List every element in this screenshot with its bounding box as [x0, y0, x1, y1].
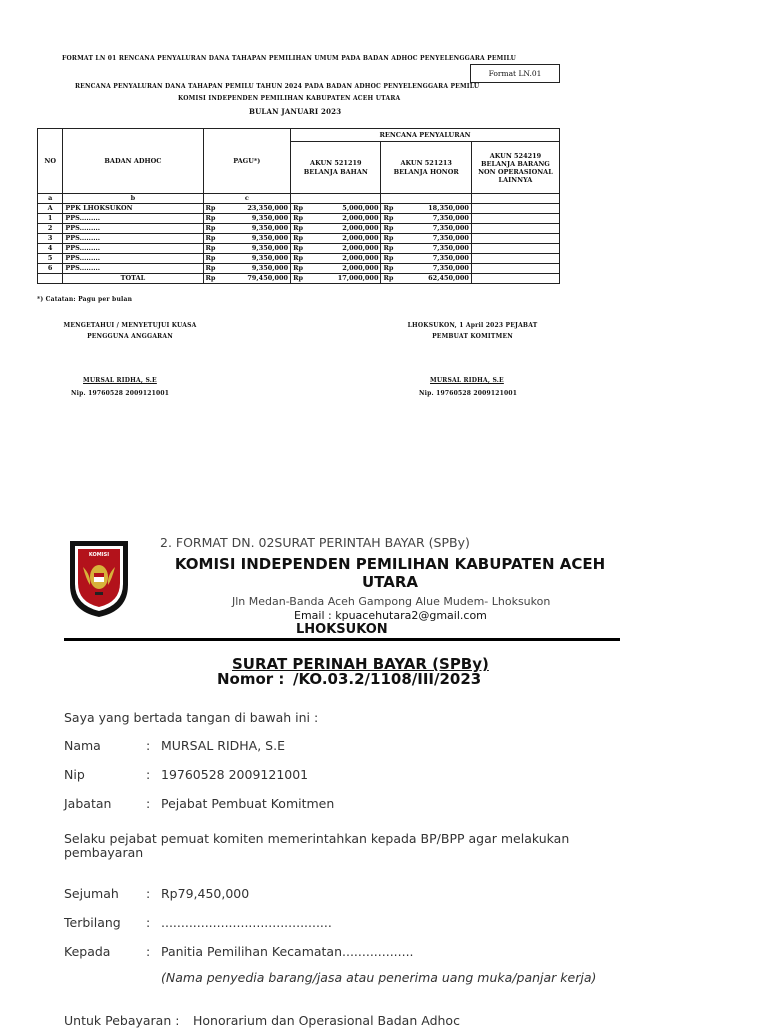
row-badan-adhoc: PPS.........	[63, 264, 203, 274]
letter-a: a	[38, 194, 63, 204]
row-bahan: 2,000,000	[309, 234, 381, 244]
row-rp: Rp	[203, 264, 221, 274]
plan-subtitle-3: BULAN JANUARI 2023	[249, 107, 342, 116]
row-honor: 18,350,000	[399, 204, 471, 214]
field-colon: :	[146, 944, 151, 959]
field-label-jabatan: Jabatan	[64, 796, 112, 811]
row-no: 6	[38, 264, 63, 274]
right-signer-nip: Nip. 19760528 2009121001	[419, 390, 518, 397]
kip-logo-icon	[66, 537, 132, 619]
header-akun-521213: AKUN 521213 BELANJA HONOR	[381, 142, 471, 194]
table-row	[38, 264, 560, 274]
row-rp: Rp	[203, 224, 221, 234]
plan-subtitle-1: RENCANA PENYALURAN DANA TAHAPAN PEMILU TAHUN 2024 PADA BADAN ADHOC PENYELENGGARA PEMILU	[75, 83, 480, 90]
row-honor: 7,350,000	[399, 244, 471, 254]
row-rp: Rp	[381, 264, 399, 274]
document-number-label: Nomor :	[217, 670, 285, 688]
row-bahan: 2,000,000	[309, 214, 381, 224]
table-row	[38, 244, 560, 254]
document-title: SURAT PERINAH BAYAR (SPBy)	[232, 655, 489, 673]
row-pagu: 23,350,000	[221, 204, 290, 214]
letter-c: c	[203, 194, 291, 204]
kip-logo	[66, 537, 132, 619]
row-bahan: 2,000,000	[309, 264, 381, 274]
row-pagu: 9,350,000	[221, 254, 290, 264]
row-honor: 7,350,000	[399, 254, 471, 264]
row-bahan: 2,000,000	[309, 254, 381, 264]
row-bahan: 2,000,000	[309, 244, 381, 254]
row-rp: Rp	[381, 214, 399, 224]
row-badan-adhoc: PPS.........	[63, 254, 203, 264]
row-badan-adhoc: PPS.........	[63, 244, 203, 254]
recipient-note: (Nama penyedia barang/jasa atau penerima uang muka/panjar kerja)	[161, 970, 597, 985]
field-colon: :	[146, 915, 151, 930]
field-colon: :	[146, 886, 151, 901]
left-signer-name: MURSAL RIDHA, S.E	[83, 377, 157, 384]
total-bahan: 17,000,000	[309, 274, 381, 284]
row-rp: Rp	[381, 244, 399, 254]
header-akun-524219: AKUN 524219 BELANJA BARANG NON OPERASIONAL LAINNYA	[471, 142, 559, 194]
row-no: 4	[38, 244, 63, 254]
row-rp: Rp	[291, 214, 309, 224]
row-lainnya	[471, 244, 559, 254]
form-title: FORMAT LN 01 RENCANA PENYALURAN DANA TAHAPAN PEMILIHAN UMUM PADA BADAN ADHOC PENYELENGGARA PEMILU	[62, 55, 517, 62]
row-pagu: 9,350,000	[221, 214, 290, 224]
row-no: 3	[38, 234, 63, 244]
letter-b: b	[63, 194, 203, 204]
row-lainnya	[471, 214, 559, 224]
header-badan-adhoc: BADAN ADHOC	[63, 129, 203, 194]
row-lainnya	[471, 204, 559, 214]
row-honor: 7,350,000	[399, 214, 471, 224]
field-colon: :	[146, 767, 151, 782]
instruction-text: Selaku pejabat pemuat komiten memerintahkan kepada BP/BPP agar melakukan pembayaran	[64, 831, 570, 860]
total-label: TOTAL	[63, 274, 203, 284]
row-rp: Rp	[381, 224, 399, 234]
field-label-nama: Nama	[64, 738, 101, 753]
row-rp: Rp	[203, 204, 221, 214]
row-pagu: 9,350,000	[221, 244, 290, 254]
field-value-sejumah: Rp79,450,000	[161, 886, 250, 901]
row-lainnya	[471, 254, 559, 264]
organization-email: Email : kpuacehutara2@gmail.com	[294, 609, 487, 622]
row-no: 2	[38, 224, 63, 234]
row-rp: Rp	[203, 254, 221, 264]
field-value-terbilang: ...........................................	[161, 915, 332, 930]
table-row	[38, 204, 560, 214]
svg-text:KOMISI: KOMISI	[88, 552, 110, 558]
footnote: *) Catatan: Pagu per bulan	[37, 296, 133, 303]
header-no: NO	[38, 129, 63, 194]
header-pagu: PAGU*)	[203, 129, 291, 194]
row-rp: Rp	[381, 254, 399, 264]
row-pagu: 9,350,000	[221, 224, 290, 234]
intro-text: Saya yang bertada tangan di bawah ini :	[64, 710, 319, 725]
row-rp: Rp	[291, 244, 309, 254]
distribution-plan-table	[37, 128, 560, 284]
purpose-value: Honorarium dan Operasional Badan Adhoc	[193, 1013, 460, 1028]
row-no: A	[38, 204, 63, 214]
field-label-sejumah: Sejumah	[64, 886, 119, 901]
row-rp: Rp	[291, 254, 309, 264]
field-label-kepada: Kepada	[64, 944, 111, 959]
header-divider	[64, 638, 620, 641]
row-honor: 7,350,000	[399, 234, 471, 244]
row-rp: Rp	[203, 214, 221, 224]
row-badan-adhoc: PPK LHOKSUKON	[63, 204, 203, 214]
purpose-label: Untuk Pebayaran :	[64, 1013, 180, 1028]
total-pagu: 79,450,000	[221, 274, 290, 284]
row-badan-adhoc: PPS.........	[63, 214, 203, 224]
row-badan-adhoc: PPS.........	[63, 234, 203, 244]
row-lainnya	[471, 234, 559, 244]
row-rp: Rp	[291, 234, 309, 244]
row-badan-adhoc: PPS.........	[63, 224, 203, 234]
row-pagu: 9,350,000	[221, 234, 290, 244]
plan-subtitle-2: KOMISI INDEPENDEN PEMILIHAN KABUPATEN ACEH UTARA	[178, 95, 401, 102]
row-rp: Rp	[291, 264, 309, 274]
format-box: Format LN.01	[470, 64, 560, 83]
field-colon: :	[146, 738, 151, 753]
right-approval-title: LHOKSUKON, 1 April 2023 PEJABAT PEMBUAT KOMITMEN	[407, 322, 538, 340]
table-row	[38, 254, 560, 264]
row-lainnya	[471, 264, 559, 274]
row-rp: Rp	[203, 244, 221, 254]
field-value-kepada: Panitia Pemilihan Kecamatan..................	[161, 944, 414, 959]
organization-name: KOMISI INDEPENDEN PEMILIHAN KABUPATEN ACEH UTARA	[174, 555, 606, 591]
row-pagu: 9,350,000	[221, 264, 290, 274]
document-number: /KO.03.2/1108/III/2023	[293, 670, 482, 688]
organization-address: Jln Medan-Banda Aceh Gampong Alue Mudem- Lhoksukon	[232, 595, 551, 608]
row-no: 5	[38, 254, 63, 264]
row-rp: Rp	[203, 234, 221, 244]
format-heading: 2. FORMAT DN. 02SURAT PERINTAH BAYAR (SPBy)	[160, 535, 470, 550]
row-rp: Rp	[381, 234, 399, 244]
row-rp: Rp	[291, 204, 309, 214]
row-bahan: 5,000,000	[309, 204, 381, 214]
table-row	[38, 224, 560, 234]
table-row	[38, 234, 560, 244]
row-rp: Rp	[291, 224, 309, 234]
left-signer-nip: Nip. 19760528 2009121001	[71, 390, 170, 397]
field-label-nip: Nip	[64, 767, 85, 782]
row-rp: Rp	[381, 204, 399, 214]
left-approval-title: MENGETAHUI / MENYETUJUI KUASA PENGGUNA ANGGARAN	[63, 322, 197, 340]
field-label-terbilang: Terbilang	[64, 915, 121, 930]
field-value-nama: MURSAL RIDHA, S.E	[161, 738, 285, 753]
organization-city: LHOKSUKON	[296, 622, 388, 637]
total-row: TOTAL Rp 79,450,000 Rp 17,000,000 Rp 62,450,000	[38, 274, 560, 284]
table-row	[38, 214, 560, 224]
row-lainnya	[471, 224, 559, 234]
row-honor: 7,350,000	[399, 264, 471, 274]
row-honor: 7,350,000	[399, 224, 471, 234]
field-value-nip: 19760528 2009121001	[161, 767, 309, 782]
field-colon: :	[146, 796, 151, 811]
row-bahan: 2,000,000	[309, 224, 381, 234]
row-no: 1	[38, 214, 63, 224]
header-akun-521219: AKUN 521219 BELANJA BAHAN	[291, 142, 381, 194]
header-rencana-penyaluran: RENCANA PENYALURAN	[291, 129, 560, 142]
right-signer-name: MURSAL RIDHA, S.E	[430, 377, 504, 384]
total-honor: 62,450,000	[399, 274, 471, 284]
field-value-jabatan: Pejabat Pembuat Komitmen	[161, 796, 335, 811]
